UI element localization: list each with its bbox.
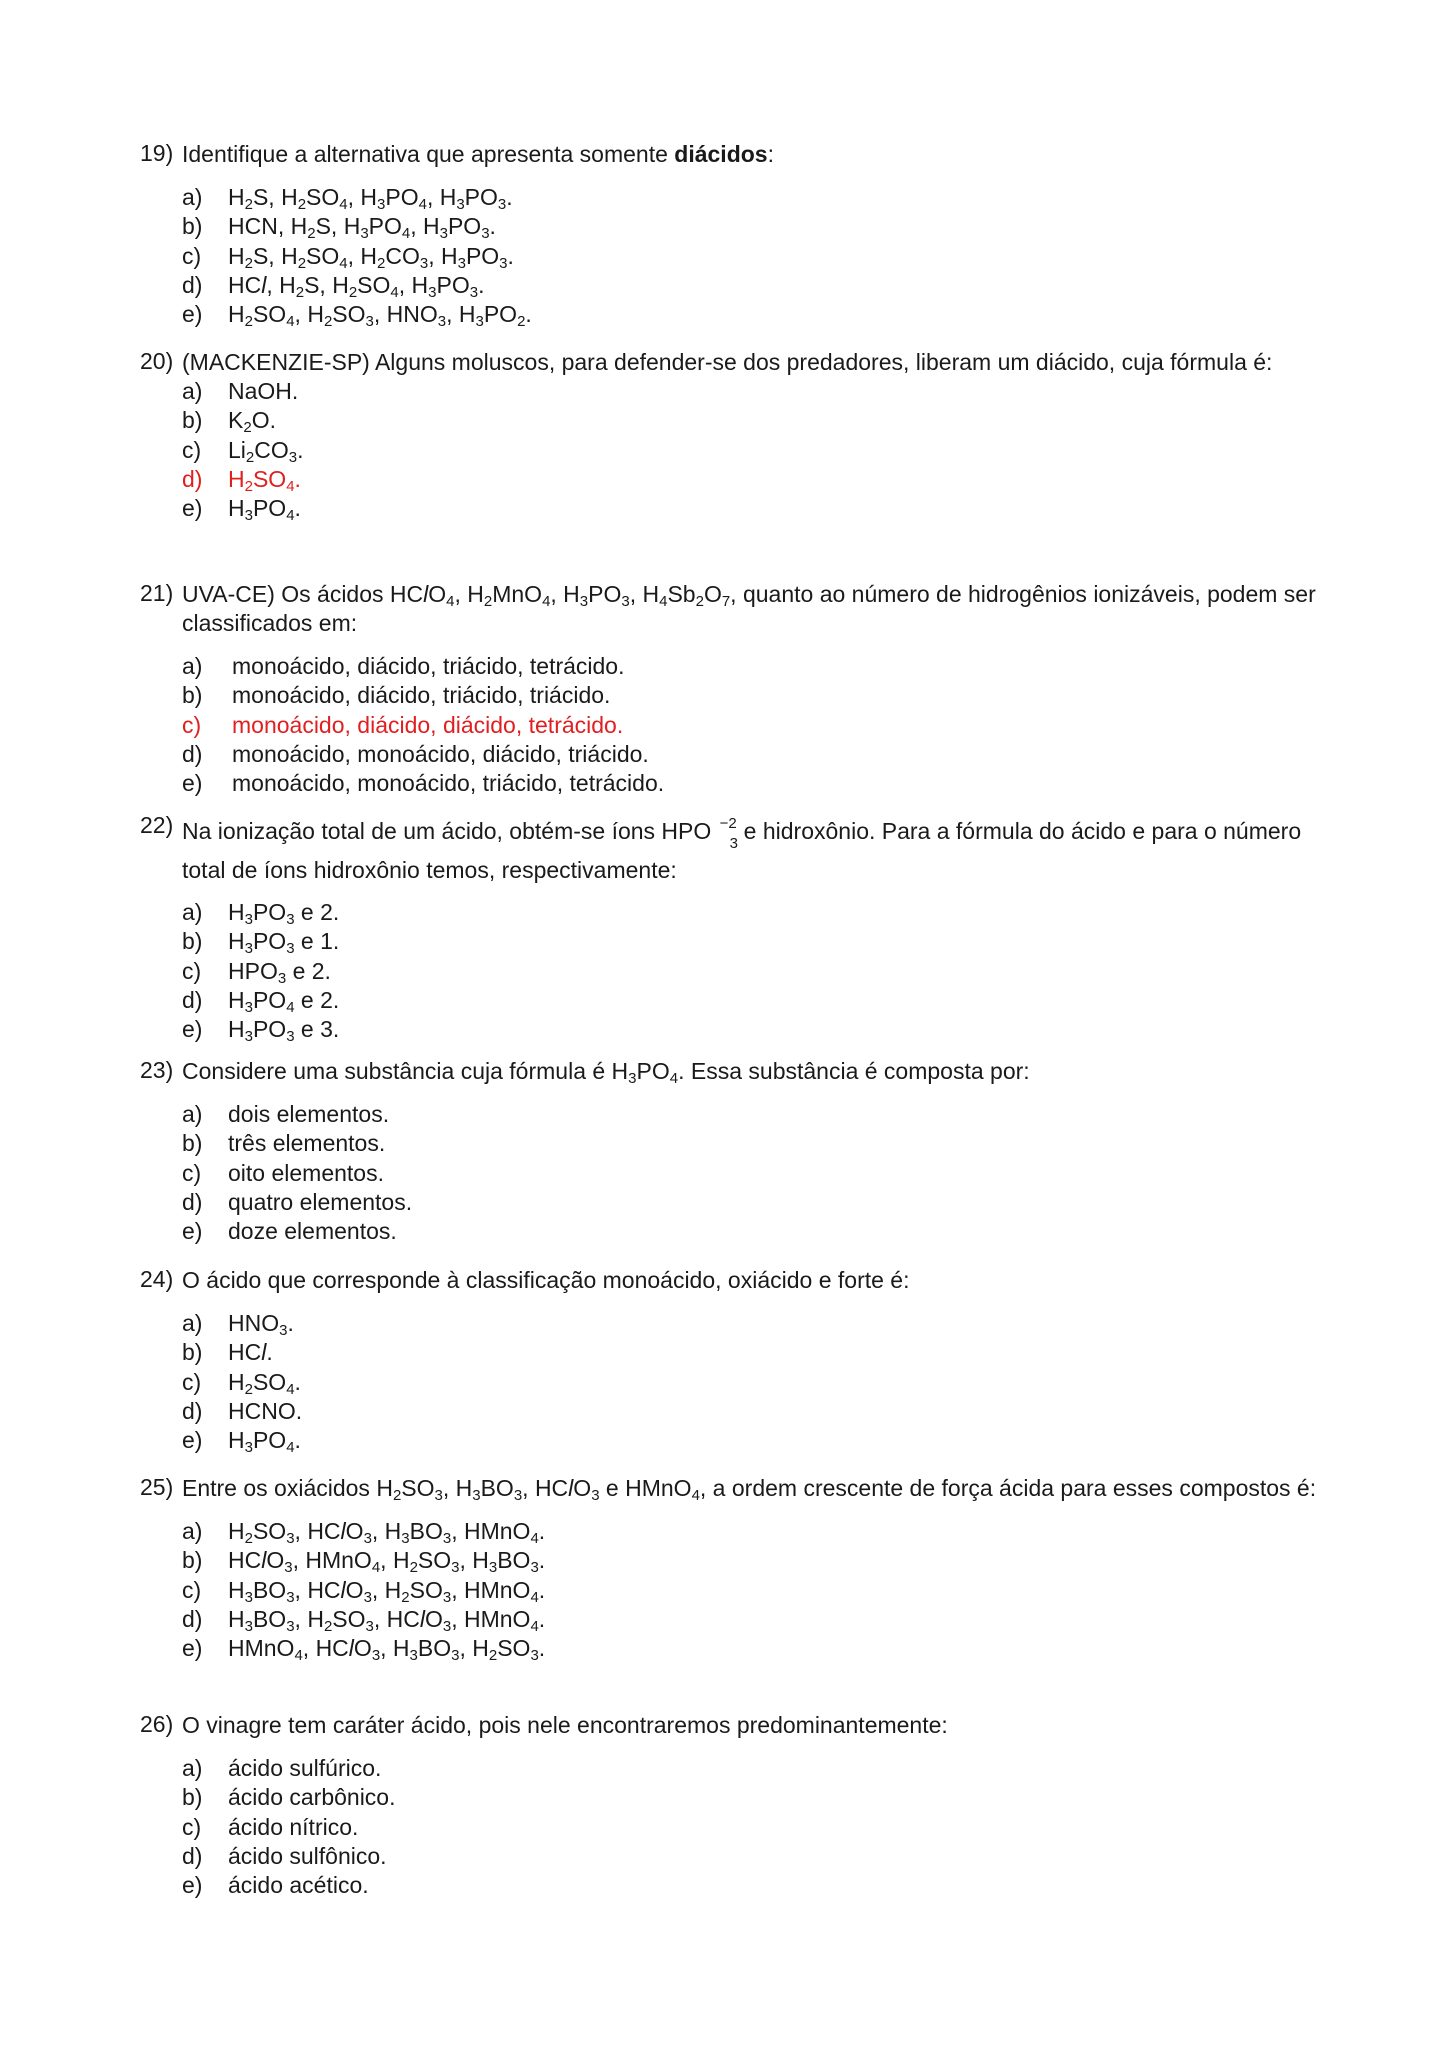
option-a	[182, 898, 1320, 927]
option-letter: d)	[182, 1188, 203, 1215]
option-list	[182, 1309, 1320, 1455]
option-text: $H_3PO_3$ e 1.	[228, 928, 340, 958]
question-22	[140, 812, 1320, 1044]
option-c	[182, 1159, 1320, 1188]
option-list	[182, 183, 1320, 329]
option-letter: a)	[182, 1310, 203, 1336]
question-24	[140, 1266, 1320, 1455]
option-letter: e)	[182, 495, 203, 522]
option-e	[182, 494, 1320, 523]
option-text: $H_3PO_4$.	[228, 1427, 301, 1457]
option-text: $K_2O$.	[228, 407, 276, 437]
option-d	[182, 1842, 1320, 1871]
option-letter: c)	[182, 436, 202, 463]
option-text: $HPO_3$ e 2.	[228, 957, 331, 987]
option-text: ácido nítrico.	[228, 1813, 359, 1840]
option-text: $H_3PO_4$ e 2.	[228, 986, 340, 1016]
option-c	[182, 436, 1320, 465]
option-letter: a)	[182, 1101, 203, 1127]
option-letter: b)	[182, 1784, 203, 1811]
option-letter: b)	[182, 928, 203, 955]
option-letter: e)	[182, 1016, 203, 1043]
option-letter: c)	[182, 1159, 202, 1186]
option-text: monoácido, monoácido, triácido, tetrácido.	[232, 770, 665, 797]
option-c	[182, 1368, 1320, 1397]
question-text: O ácido que corresponde à classificação monoácido, oxiácido e forte é:	[182, 1267, 910, 1293]
question-19	[140, 140, 1320, 329]
option-b	[182, 1783, 1320, 1812]
question-26	[140, 1711, 1320, 1900]
question-text: (MACKENZIE-SP) Alguns moluscos, para defender-se dos predadores, liberam um diácido, cuja fórmula é:	[182, 349, 1273, 375]
option-a	[182, 1309, 1320, 1338]
option-letter: a)	[182, 1755, 203, 1781]
question-text: UVA-CE) Os ácidos HClO$_4$, $H_2MnO_4$, $H_3PO_3$, $H_4Sb_2O_7$, quanto ao número de hidrogênios ionizáveis, podem ser classificados em:	[182, 581, 1316, 636]
option-text: $H_2S$, $H_2SO_4$, $H_3PO_4$, $H_3PO_3$.	[228, 184, 513, 213]
option-c	[182, 242, 1320, 271]
option-text: $H_3BO_3$, HClO$_3$, $H_2SO_3$, HMnO$_4$.	[228, 1576, 546, 1606]
option-a	[182, 1100, 1320, 1129]
question-20	[140, 348, 1320, 523]
question-text: Entre os oxiácidos $H_2SO_3$, $H_3BO_3$, HClO$_3$ e HMnO$_4$, a ordem crescente de força ácida para esses compostos é:	[182, 1475, 1317, 1504]
option-letter: a)	[182, 653, 203, 679]
question-number: 26)	[140, 1711, 174, 1737]
option-d	[182, 1188, 1320, 1217]
question-text: Considere uma substância cuja fórmula é $H_3PO_4$. Essa substância é composta por:	[182, 1058, 1030, 1087]
option-d	[182, 1397, 1320, 1426]
option-letter: d)	[182, 465, 203, 492]
option-e	[182, 1426, 1320, 1455]
option-letter: c)	[182, 1576, 202, 1603]
option-text: HCl.	[228, 1339, 273, 1366]
option-letter: e)	[182, 301, 203, 328]
option-text: oito elementos.	[228, 1159, 384, 1186]
option-letter: e)	[182, 1218, 203, 1245]
option-letter: d)	[182, 986, 203, 1013]
option-text: três elementos.	[228, 1130, 386, 1157]
option-text: monoácido, diácido, triácido, triácido.	[232, 682, 611, 709]
question-number: 23)	[140, 1057, 174, 1083]
option-text: HMnO$_4$, HClO$_3$, $H_3BO_3$, $H_2SO_3$.	[228, 1635, 546, 1665]
option-c	[182, 957, 1320, 986]
option-b	[182, 681, 1320, 710]
question-number: 19)	[140, 140, 174, 166]
option-b	[182, 1546, 1320, 1575]
option-text: $H_2SO_3$, HClO$_3$, $H_3BO_3$, HMnO$_4$.	[228, 1518, 546, 1547]
option-letter: e)	[182, 1872, 203, 1899]
option-b	[182, 1129, 1320, 1158]
option-a	[182, 183, 1320, 212]
option-text: quatro elementos.	[228, 1188, 413, 1215]
option-letter: a)	[182, 378, 203, 404]
option-letter: c)	[182, 242, 202, 269]
option-a	[182, 1754, 1320, 1783]
option-text: HCNO.	[228, 1397, 303, 1424]
option-text: ácido sulfúrico.	[228, 1755, 382, 1781]
option-letter: d)	[182, 1605, 203, 1632]
option-text: $H_2S$, $H_2SO_4$, $H_2CO_3$, $H_3PO_3$.	[228, 242, 514, 272]
question-number: 25)	[140, 1474, 174, 1500]
option-text: $H_3PO_4$.	[228, 495, 301, 525]
option-list	[182, 1100, 1320, 1246]
option-text: HClO$_3$, HMnO$_4$, $H_2SO_3$, $H_3BO_3$.	[228, 1547, 546, 1577]
question-25	[140, 1474, 1320, 1663]
option-c	[182, 1576, 1320, 1605]
option-letter: b)	[182, 682, 203, 709]
question-number: 21)	[140, 580, 174, 606]
option-list	[182, 898, 1320, 1044]
option-list	[182, 377, 1320, 523]
option-letter: e)	[182, 770, 203, 797]
option-c	[182, 711, 1320, 740]
option-letter: b)	[182, 1547, 203, 1574]
option-text: ácido sulfônico.	[228, 1842, 387, 1869]
option-letter: b)	[182, 213, 203, 240]
option-text: ácido acético.	[228, 1872, 369, 1899]
option-text: $H_2SO_4$.	[228, 1368, 301, 1398]
option-letter: c)	[182, 1813, 202, 1840]
option-text: dois elementos.	[228, 1101, 390, 1127]
option-letter: d)	[182, 1842, 203, 1869]
option-text: doze elementos.	[228, 1218, 397, 1245]
option-letter: a)	[182, 899, 203, 925]
option-text: monoácido, monoácido, diácido, triácido.	[232, 740, 649, 767]
option-letter: c)	[182, 711, 202, 738]
option-d	[182, 465, 1320, 494]
option-e	[182, 1634, 1320, 1663]
option-text: $H_3PO_3$ e 2.	[228, 899, 340, 928]
question-text: Identifique a alternativa que apresenta somente diácidos:	[182, 141, 774, 167]
option-text: ácido carbônico.	[228, 1784, 396, 1811]
question-number: 22)	[140, 812, 174, 838]
option-letter: d)	[182, 740, 203, 767]
option-letter: c)	[182, 957, 202, 984]
option-letter: a)	[182, 184, 203, 210]
question-text: Na ionização total de um ácido, obtém-se íons HPO −2 3 e hidroxônio. Para a fórmula do ácido e para o número total de íons hidroxônio temos, respectivamente:	[182, 815, 1302, 883]
option-e	[182, 1015, 1320, 1044]
option-text: NaOH.	[228, 378, 299, 404]
option-d	[182, 1605, 1320, 1634]
option-letter: b)	[182, 407, 203, 434]
option-letter: d)	[182, 1397, 203, 1424]
option-d	[182, 740, 1320, 769]
option-text: $H_2SO_4$.	[228, 465, 301, 495]
option-c	[182, 1813, 1320, 1842]
option-letter: b)	[182, 1339, 203, 1366]
option-letter: e)	[182, 1427, 203, 1454]
option-d	[182, 986, 1320, 1015]
option-letter: c)	[182, 1368, 202, 1395]
option-d	[182, 271, 1320, 300]
option-text: $HNO_3$.	[228, 1310, 294, 1339]
option-letter: d)	[182, 271, 203, 298]
option-text: $H_2SO_4$, $H_2SO_3$, $HNO_3$, $H_3PO_2$.	[228, 301, 532, 331]
option-text: HCN, $H_2S$, $H_3PO_4$, $H_3PO_3$.	[228, 213, 496, 243]
option-letter: a)	[182, 1518, 203, 1544]
option-text: $H_3BO_3$, $H_2SO_3$, HClO$_3$, HMnO$_4$.	[228, 1605, 546, 1635]
option-text: monoácido, diácido, diácido, tetrácido.	[232, 711, 624, 738]
option-a	[182, 377, 1320, 406]
question-23	[140, 1057, 1320, 1246]
option-b	[182, 1338, 1320, 1367]
option-list	[182, 1517, 1320, 1663]
option-e	[182, 1217, 1320, 1246]
question-21	[140, 580, 1320, 798]
option-letter: b)	[182, 1130, 203, 1157]
option-list	[182, 1754, 1320, 1900]
option-text: monoácido, diácido, triácido, tetrácido.	[232, 653, 625, 679]
question-text: O vinagre tem caráter ácido, pois nele encontraremos predominantemente:	[182, 1712, 948, 1738]
option-list	[182, 652, 1320, 798]
option-e	[182, 300, 1320, 329]
option-text: $H_3PO_3$ e 3.	[228, 1016, 340, 1046]
option-a	[182, 652, 1320, 681]
option-a	[182, 1517, 1320, 1546]
option-e	[182, 769, 1320, 798]
option-text: HCl, $H_2S$, $H_2SO_4$, $H_3PO_3$.	[228, 271, 485, 301]
question-number: 20)	[140, 348, 174, 374]
option-letter: e)	[182, 1635, 203, 1662]
option-b	[182, 406, 1320, 435]
option-b	[182, 927, 1320, 956]
option-e	[182, 1871, 1320, 1900]
option-text: $Li_2CO_3$.	[228, 436, 304, 466]
option-b	[182, 212, 1320, 241]
question-number: 24)	[140, 1266, 174, 1292]
